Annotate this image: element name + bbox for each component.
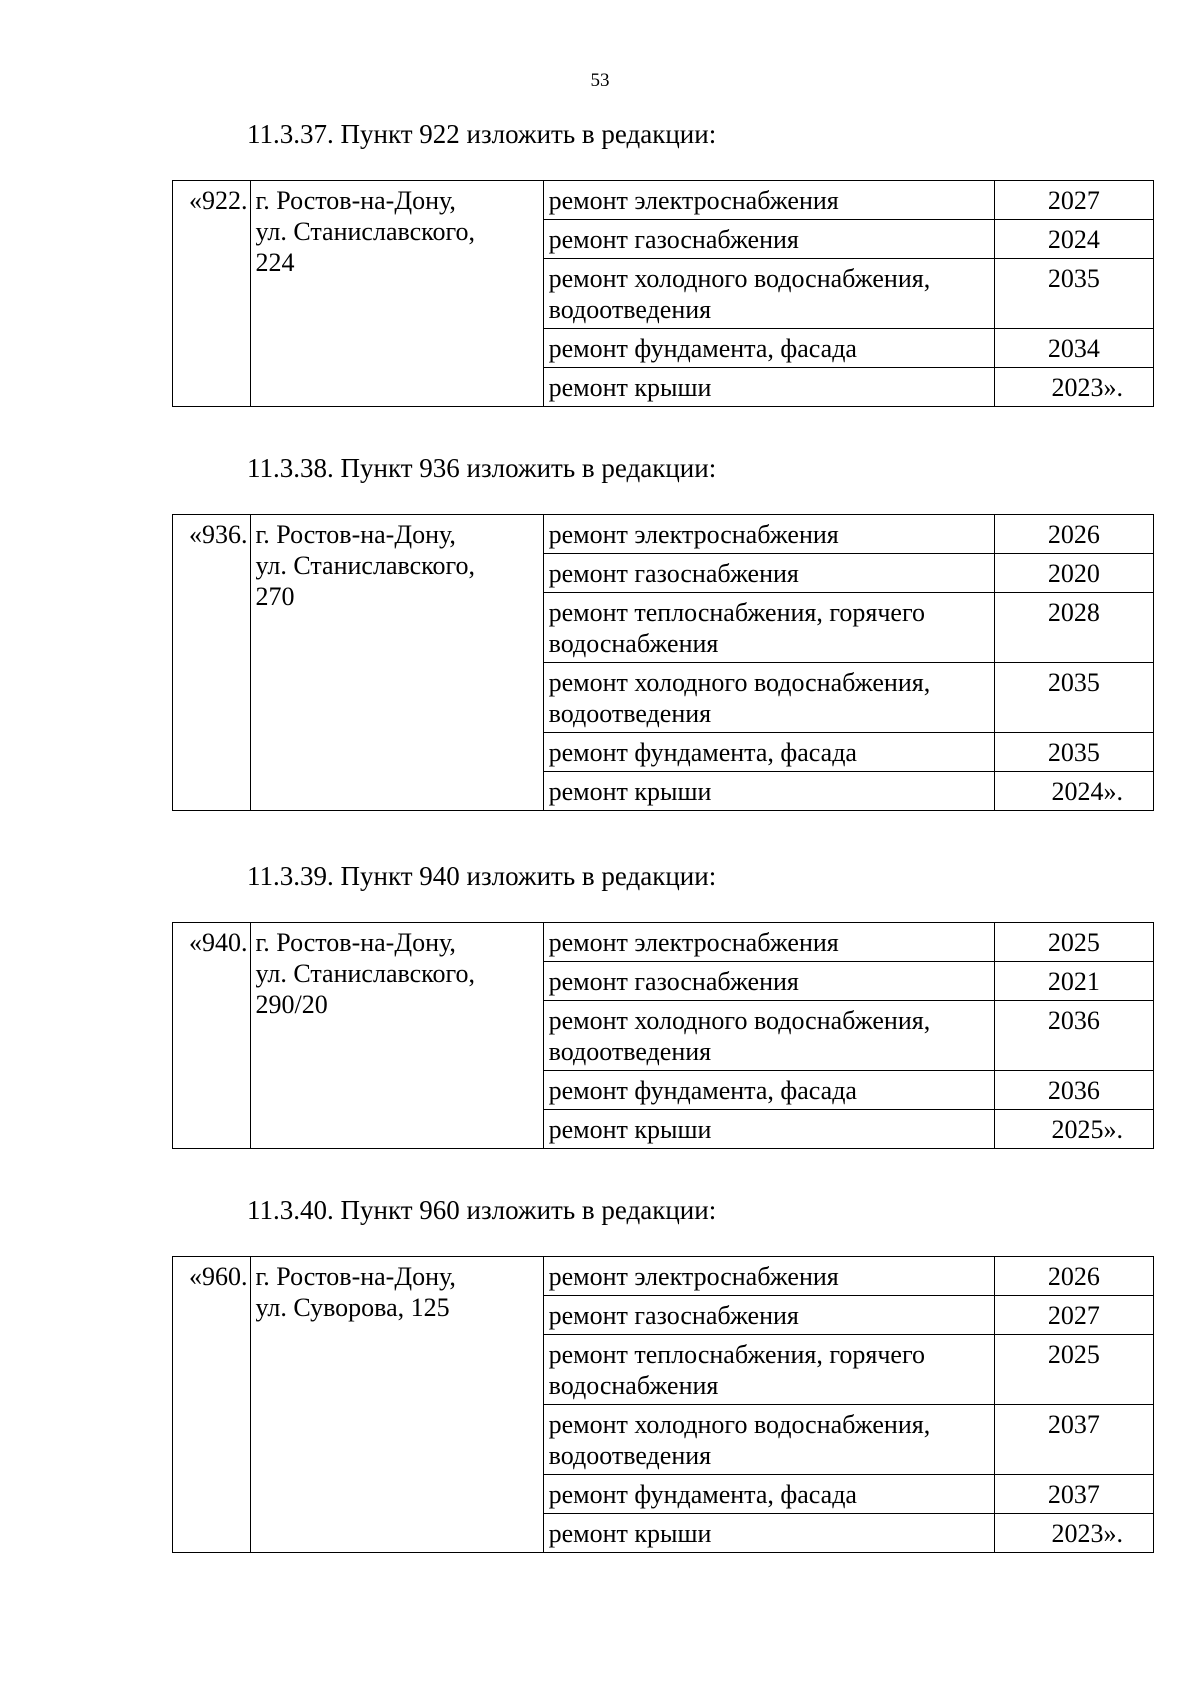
address-line: г. Ростов-на-Дону, [255, 520, 456, 549]
work-type-line: ремонт газоснабжения [548, 967, 799, 996]
work-type-line: водоотведения [548, 1441, 712, 1470]
table-body [173, 181, 1154, 407]
table-row [173, 515, 1154, 554]
work-type-cell [543, 1257, 994, 1296]
year-cell: 2024 [994, 220, 1153, 259]
year-cell: 2024». [994, 772, 1153, 811]
year-cell: 2027 [994, 181, 1153, 220]
work-type-line: водоотведения [548, 295, 712, 324]
work-type-cell [543, 1335, 994, 1405]
year-cell: 2023». [994, 368, 1153, 407]
amendment-table [172, 922, 1154, 1149]
work-type-line: ремонт холодного водоснабжения, [548, 1006, 931, 1035]
work-type-line: ремонт газоснабжения [548, 559, 799, 588]
address-line: ул. Суворова, 125 [255, 1293, 450, 1322]
year-cell: 2026 [994, 515, 1153, 554]
address-line: ул. Станиславского, [255, 551, 475, 580]
work-type-cell [543, 220, 994, 259]
work-type-cell [543, 329, 994, 368]
year-cell: 2035 [994, 259, 1153, 329]
work-type-cell [543, 259, 994, 329]
address-line: ул. Станиславского, [255, 217, 475, 246]
work-type-cell [543, 181, 994, 220]
address-line: 270 [255, 582, 295, 611]
work-type-cell [543, 1514, 994, 1553]
work-type-line: водоотведения [548, 1037, 712, 1066]
work-type-line: ремонт электроснабжения [548, 186, 839, 215]
address-line: г. Ростов-на-Дону, [255, 1262, 456, 1291]
work-type-line: водоснабжения [548, 1371, 719, 1400]
address-cell [250, 1257, 543, 1553]
table-row [173, 181, 1154, 220]
work-type-cell [543, 1071, 994, 1110]
year-cell: 2025 [994, 923, 1153, 962]
year-cell: 2021 [994, 962, 1153, 1001]
table-body [173, 923, 1154, 1149]
year-cell: 2035 [994, 733, 1153, 772]
year-cell: 2035 [994, 663, 1153, 733]
item-number-cell: «940. [173, 923, 251, 1149]
work-type-line: ремонт теплоснабжения, горячего [548, 598, 925, 627]
year-cell: 2037 [994, 1405, 1153, 1475]
address-line: 290/20 [255, 990, 328, 1019]
table-row [173, 1257, 1154, 1296]
work-type-line: ремонт фундамента, фасада [548, 738, 857, 767]
year-cell: 2036 [994, 1071, 1153, 1110]
work-type-cell [543, 1296, 994, 1335]
year-cell: 2025 [994, 1335, 1153, 1405]
work-type-cell [543, 733, 994, 772]
work-type-line: ремонт фундамента, фасада [548, 1480, 857, 1509]
work-type-cell [543, 923, 994, 962]
item-number-cell: «936. [173, 515, 251, 811]
work-type-line: ремонт холодного водоснабжения, [548, 264, 931, 293]
work-type-cell [543, 1475, 994, 1514]
year-cell: 2028 [994, 593, 1153, 663]
year-cell: 2026 [994, 1257, 1153, 1296]
section-heading: 11.3.37. Пункт 922 изложить в редакции: [247, 119, 717, 149]
year-cell: 2025». [994, 1110, 1153, 1149]
section-heading: 11.3.40. Пункт 960 изложить в редакции: [247, 1195, 717, 1225]
work-type-cell [543, 554, 994, 593]
work-type-line: ремонт холодного водоснабжения, [548, 1410, 931, 1439]
work-type-line: ремонт газоснабжения [548, 225, 799, 254]
item-number-cell: «922. [173, 181, 251, 407]
work-type-cell [543, 1405, 994, 1475]
work-type-cell [543, 1001, 994, 1071]
address-cell [250, 515, 543, 811]
work-type-cell [543, 962, 994, 1001]
section-heading: 11.3.39. Пункт 940 изложить в редакции: [247, 861, 717, 891]
year-cell: 2037 [994, 1475, 1153, 1514]
amendment-table [172, 180, 1154, 407]
section-heading: 11.3.38. Пункт 936 изложить в редакции: [247, 453, 717, 483]
work-type-cell [543, 1110, 994, 1149]
amendment-table [172, 1256, 1154, 1553]
work-type-cell [543, 515, 994, 554]
work-type-line: ремонт фундамента, фасада [548, 1076, 857, 1105]
work-type-cell [543, 593, 994, 663]
address-line: г. Ростов-на-Дону, [255, 928, 456, 957]
work-type-line: ремонт электроснабжения [548, 928, 839, 957]
year-cell: 2027 [994, 1296, 1153, 1335]
work-type-line: ремонт фундамента, фасада [548, 334, 857, 363]
work-type-line: ремонт холодного водоснабжения, [548, 668, 931, 697]
work-type-line: ремонт электроснабжения [548, 1262, 839, 1291]
year-cell: 2034 [994, 329, 1153, 368]
address-cell [250, 181, 543, 407]
address-cell [250, 923, 543, 1149]
page-number: 53 [590, 70, 610, 91]
year-cell: 2023». [994, 1514, 1153, 1553]
work-type-line: ремонт электроснабжения [548, 520, 839, 549]
work-type-line: водоотведения [548, 699, 712, 728]
work-type-line: ремонт теплоснабжения, горячего [548, 1340, 925, 1369]
year-cell: 2020 [994, 554, 1153, 593]
work-type-line: ремонт газоснабжения [548, 1301, 799, 1330]
work-type-line: ремонт крыши [548, 1519, 712, 1548]
work-type-line: ремонт крыши [548, 777, 712, 806]
work-type-line: ремонт крыши [548, 1115, 712, 1144]
work-type-line: водоснабжения [548, 629, 719, 658]
address-line: г. Ростов-на-Дону, [255, 186, 456, 215]
work-type-line: ремонт крыши [548, 373, 712, 402]
address-line: 224 [255, 248, 295, 277]
work-type-cell [543, 772, 994, 811]
table-row [173, 923, 1154, 962]
amendment-table [172, 514, 1154, 811]
address-line: ул. Станиславского, [255, 959, 475, 988]
year-cell: 2036 [994, 1001, 1153, 1071]
table-body [173, 1257, 1154, 1553]
item-number-cell: «960. [173, 1257, 251, 1553]
work-type-cell [543, 368, 994, 407]
work-type-cell [543, 663, 994, 733]
table-body [173, 515, 1154, 811]
